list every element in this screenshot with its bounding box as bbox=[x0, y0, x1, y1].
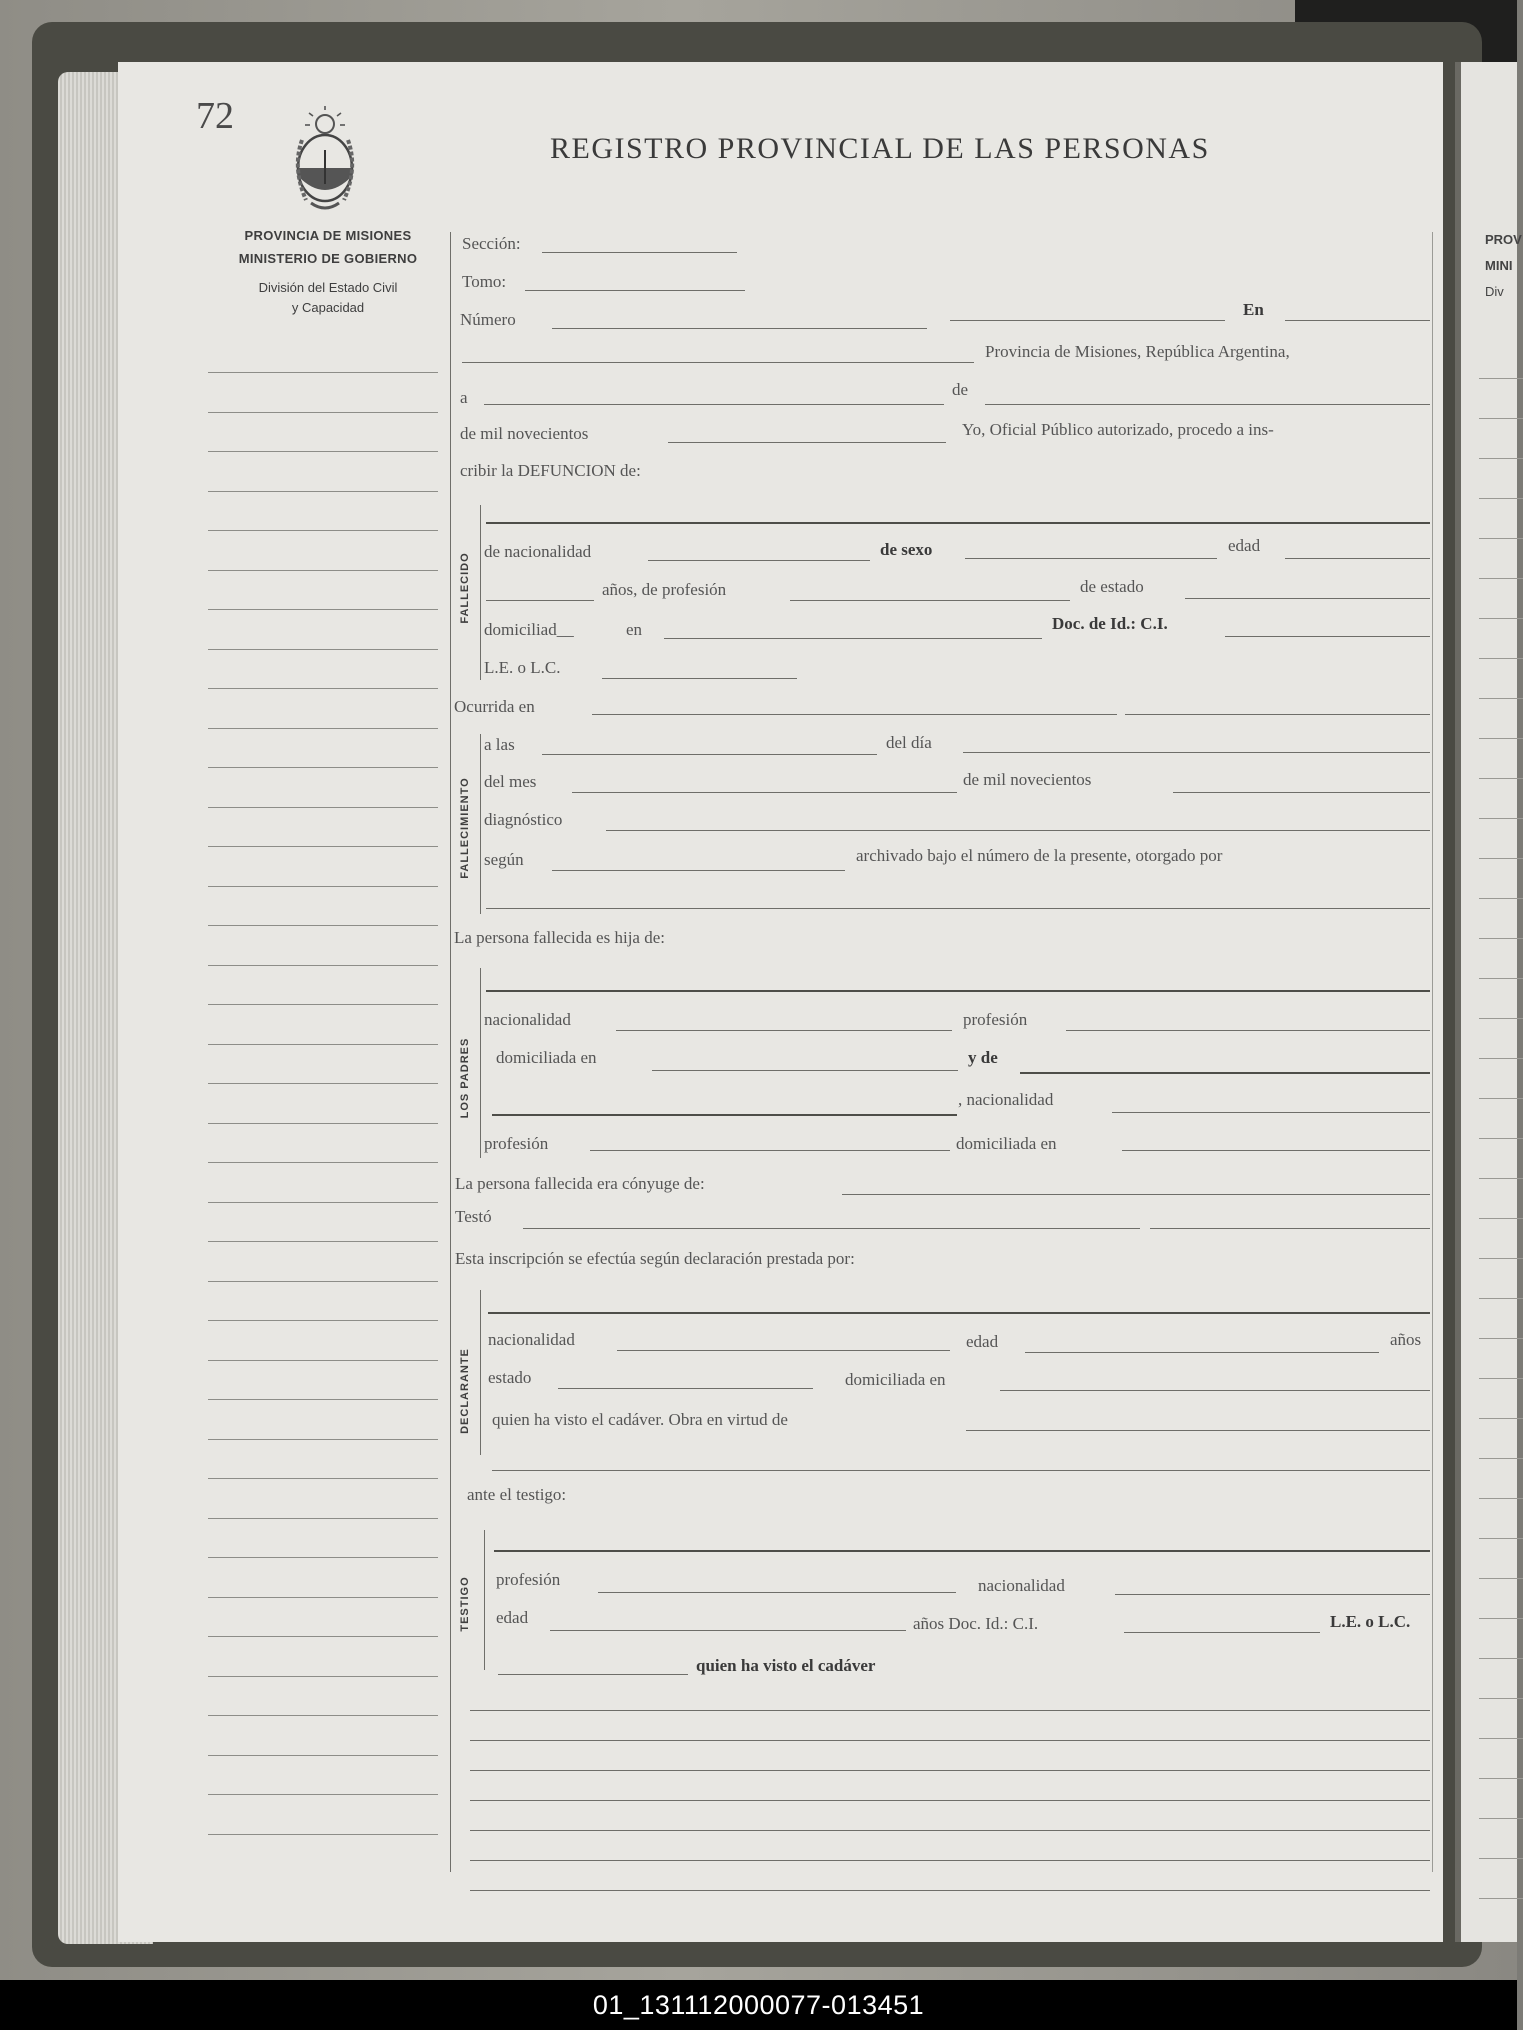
declarante-bar bbox=[480, 1290, 481, 1455]
margin-ruled-line bbox=[208, 1715, 438, 1716]
label-padres-profesion: profesión bbox=[963, 1010, 1028, 1029]
label-hija-de: La persona fallecida es hija de: bbox=[454, 928, 665, 947]
margin-ruled-line bbox=[208, 886, 438, 887]
label-del-dia: del día bbox=[886, 733, 932, 752]
label-segun: según bbox=[484, 850, 524, 869]
label-seccion: Sección: bbox=[462, 234, 521, 253]
right-rule bbox=[1432, 232, 1433, 1872]
label-declarante-nacionalidad: nacionalidad bbox=[488, 1330, 575, 1349]
margin-rule bbox=[450, 232, 451, 1872]
margin-ruled-line bbox=[208, 1083, 438, 1084]
label-fallecido-edad: edad bbox=[1228, 536, 1261, 555]
label-en: En bbox=[1243, 300, 1264, 319]
label-fallecido-nacionalidad: de nacionalidad bbox=[484, 542, 592, 561]
header-province: PROVINCIA DE MISIONES bbox=[244, 228, 412, 243]
label-fallecido-en: en bbox=[626, 620, 643, 639]
header-capacity: y Capacidad bbox=[291, 300, 365, 315]
next-page-edge bbox=[1455, 62, 1522, 1942]
label-padres-nacionalidad: nacionalidad bbox=[484, 1010, 571, 1029]
margin-ruled-line bbox=[208, 807, 438, 808]
label-a: a bbox=[460, 388, 468, 407]
margin-ruled-line bbox=[208, 1202, 438, 1203]
next-page-header-2: MINI bbox=[1485, 258, 1513, 273]
next-page-header-3: Div bbox=[1485, 284, 1504, 299]
margin-ruled-line bbox=[208, 1281, 438, 1282]
margin-ruled-line bbox=[208, 1439, 438, 1440]
fallecido-bar bbox=[480, 505, 481, 680]
page-number: 72 bbox=[196, 95, 234, 137]
label-de-mil-novecientos: de mil novecientos bbox=[460, 424, 589, 443]
margin-ruled-line bbox=[208, 1834, 438, 1835]
margin-ruled-line bbox=[208, 1162, 438, 1163]
fallecimiento-bar bbox=[480, 734, 481, 914]
margin-ruled-line bbox=[208, 1597, 438, 1598]
margin-ruled-line bbox=[208, 1676, 438, 1677]
label-de: de bbox=[952, 380, 969, 399]
margin-ruled-line bbox=[208, 372, 438, 373]
label-declarante-estado: estado bbox=[488, 1368, 532, 1387]
label-padres-profesion2: profesión bbox=[484, 1134, 549, 1153]
label-de-mil: de mil novecientos bbox=[963, 770, 1092, 789]
testigo-bar bbox=[484, 1530, 485, 1670]
section-padres: LOS PADRES bbox=[459, 1037, 471, 1119]
label-ante-testigo: ante el testigo: bbox=[467, 1485, 567, 1504]
padres-bar bbox=[480, 968, 481, 1158]
label-fallecido-sexo: de sexo bbox=[880, 540, 933, 559]
next-page-header-1: PROV bbox=[1485, 232, 1522, 247]
label-fallecido-le-lc: L.E. o L.C. bbox=[484, 658, 561, 677]
label-testigo-quien: quien ha visto el cadáver bbox=[696, 1656, 876, 1675]
margin-ruled-line bbox=[208, 491, 438, 492]
label-numero: Número bbox=[460, 310, 516, 329]
label-a-las: a las bbox=[484, 735, 515, 754]
margin-ruled-line bbox=[208, 1044, 438, 1045]
margin-ruled-line bbox=[208, 1360, 438, 1361]
label-testigo-profesion: profesión bbox=[496, 1570, 561, 1589]
label-del-mes: del mes bbox=[484, 772, 537, 791]
margin-ruled-line bbox=[208, 1636, 438, 1637]
margin-ruled-line bbox=[208, 570, 438, 571]
label-provincia: Provincia de Misiones, República Argentina, bbox=[985, 342, 1290, 361]
label-fallecido-estado: de estado bbox=[1080, 577, 1144, 596]
label-cribir: cribir la DEFUNCION de: bbox=[460, 461, 641, 480]
header-ministry: MINISTERIO DE GOBIERNO bbox=[238, 251, 418, 266]
label-padres-y-de: y de bbox=[968, 1048, 998, 1067]
label-testigo-nacionalidad: nacionalidad bbox=[978, 1576, 1065, 1595]
coat-of-arms-icon bbox=[286, 108, 364, 223]
margin-ruled-line bbox=[208, 767, 438, 768]
margin-ruled-line bbox=[208, 1557, 438, 1558]
label-declarante-quien: quien ha visto el cadáver. Obra en virtud de bbox=[492, 1410, 788, 1429]
label-testigo-anos-doc: años Doc. Id.: C.I. bbox=[913, 1614, 1039, 1633]
margin-ruled-line bbox=[208, 925, 438, 926]
margin-ruled-line bbox=[208, 1478, 438, 1479]
header-division: División del Estado Civil bbox=[258, 280, 398, 295]
section-fallecimiento: FALLECIMIENTO bbox=[459, 777, 471, 879]
margin-ruled-line bbox=[208, 1399, 438, 1400]
label-declarante-domiciliada: domiciliada en bbox=[845, 1370, 946, 1389]
margin-ruled-line bbox=[208, 965, 438, 966]
label-ocurrida: Ocurrida en bbox=[454, 697, 535, 716]
section-testigo: TESTIGO bbox=[459, 1576, 471, 1632]
label-fallecido-doc: Doc. de Id.: C.I. bbox=[1052, 614, 1168, 633]
label-conyuge: La persona fallecida era cónyuge de: bbox=[455, 1174, 705, 1193]
label-padres-domiciliada: domiciliada en bbox=[496, 1048, 597, 1067]
label-archivado: archivado bajo el número de la presente, otorgado por bbox=[856, 846, 1223, 865]
margin-ruled-line bbox=[208, 846, 438, 847]
margin-ruled-line bbox=[208, 1320, 438, 1321]
label-padres-domiciliada2: domiciliada en bbox=[956, 1134, 1057, 1153]
margin-ruled-line bbox=[208, 1518, 438, 1519]
section-fallecido: FALLECIDO bbox=[459, 552, 471, 624]
margin-ruled-line bbox=[208, 530, 438, 531]
margin-ruled-line bbox=[208, 728, 438, 729]
margin-ruled-line bbox=[208, 1755, 438, 1756]
margin-ruled-line bbox=[208, 649, 438, 650]
label-fallecido-anos-profesion: años, de profesión bbox=[602, 580, 727, 599]
label-padres-nacionalidad2: , nacionalidad bbox=[958, 1090, 1054, 1109]
label-fallecido-domiciliad: domiciliad__ bbox=[484, 620, 574, 639]
margin-ruled-line bbox=[208, 1004, 438, 1005]
label-declaracion: Esta inscripción se efectúa según declaración prestada por: bbox=[455, 1249, 855, 1268]
label-testigo-le-lc: L.E. o L.C. bbox=[1330, 1612, 1411, 1631]
margin-ruled-line bbox=[208, 412, 438, 413]
label-declarante-anos: años bbox=[1390, 1330, 1422, 1349]
label-diagnostico: diagnóstico bbox=[484, 810, 563, 829]
margin-ruled-line bbox=[208, 1123, 438, 1124]
margin-ruled-line bbox=[208, 451, 438, 452]
label-yo-oficial: Yo, Oficial Público autorizado, procedo a ins- bbox=[962, 420, 1274, 439]
margin-ruled-line bbox=[208, 1794, 438, 1795]
margin-ruled-line bbox=[208, 609, 438, 610]
section-declarante: DECLARANTE bbox=[459, 1348, 471, 1434]
label-testigo-edad: edad bbox=[496, 1608, 529, 1627]
form-title: REGISTRO PROVINCIAL DE LAS PERSONAS bbox=[550, 132, 1210, 165]
image-caption: 01_131112000077-013451 bbox=[0, 1980, 1517, 2030]
label-declarante-edad: edad bbox=[966, 1332, 999, 1351]
label-tomo: Tomo: bbox=[462, 272, 507, 291]
margin-ruled-line bbox=[208, 1241, 438, 1242]
margin-ruled-line bbox=[208, 688, 438, 689]
label-testo: Testó bbox=[455, 1207, 492, 1226]
